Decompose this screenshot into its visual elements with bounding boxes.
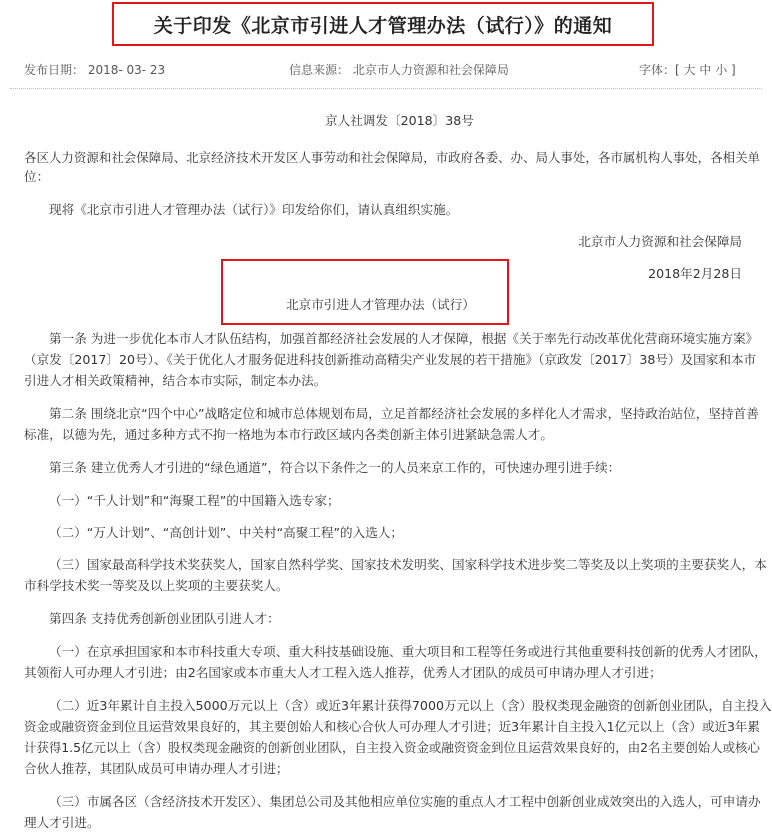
notice-text: 现将《北京市引进人才管理办法（试行）》印发给你们，请认真组织实施。	[49, 202, 459, 217]
article-line: 第三条 建立优秀人才引进的“绿色通道”，符合以下条件之一的人员来京工作的，可快速办理引进手续：	[49, 460, 621, 475]
article-line: 第一条 为进一步优化本市人才队伍结构，加强首都经济社会发展的人才保障，根据《关于率先行动改革优化营商环境实施方案》	[49, 331, 759, 346]
font-size-label: 字体：[	[639, 63, 680, 77]
article-line: （二）近3年累计自主投入5000万元以上（含）或近3年累计获得7000万元以上（含）股权类现金融资的创新创业团队，自主投入	[49, 698, 772, 713]
issue-date: 2018年2月28日	[648, 266, 742, 281]
article-line: （三）市属各区（含经济技术开发区）、集团总公司及其他相应单位实施的重点人才工程中创新创业成效突出的入选人，可申请办	[49, 794, 761, 809]
article-line: 计获得1.5亿元以上（含）股权类现金融资的创新创业团队，自主投入资金或融资资金到位且运营效果良好的，由2名主要创始人或核心	[24, 740, 760, 755]
font-size-switcher	[639, 61, 736, 78]
article-line: 标准，以德为先，通过多种方式不拘一格地为本市行政区域内各类创新主体引进紧缺急需人才。	[24, 427, 553, 442]
font-size-small-link[interactable]: 小	[715, 63, 728, 77]
article-line: （三）国家最高科学技术奖获奖人，国家自然科学奖、国家技术发明奖、国家科学技术进步奖二等奖及以上奖项的主要获奖人，本	[49, 557, 767, 572]
measures-title-highlight-box	[221, 259, 509, 325]
title-highlight-box	[112, 2, 654, 46]
page-title: 关于印发《北京市引进人才管理办法（试行）》的通知	[153, 14, 613, 37]
article-line: （一）“千人计划”和“海聚工程”的中国籍入选专家；	[49, 493, 340, 508]
meta-bar	[0, 61, 772, 79]
info-source: 信息来源： 北京市人力资源和社会保障局	[289, 63, 509, 77]
divider	[10, 88, 762, 89]
article-line: 市科学技术奖一等奖及以上奖项的主要获奖人。	[24, 578, 289, 593]
recipients-line: 各区人力资源和社会保障局、北京经济技术开发区人事劳动和社会保障局，市政府各委、办、局人事处，各市属机构人事处，各相关单	[24, 150, 761, 165]
measures-title: 北京市引进人才管理办法（试行）	[286, 297, 475, 312]
article-line: 引进人才相关政策精神，结合本市实际，制定本办法。	[24, 373, 327, 388]
font-size-large-link[interactable]: 大	[683, 63, 696, 77]
article-line: 第四条 支持优秀创新创业团队引进人才：	[49, 611, 280, 626]
article-line: （一）在京承担国家和本市科技重大专项、重大科技基础设施、重大项目和工程等任务或进行其他重要科技创新的优秀人才团队，	[49, 644, 767, 659]
recipients-line: 位：	[24, 169, 50, 184]
font-size-close: ]	[731, 63, 736, 77]
article-line: 理人才引进。	[24, 815, 100, 830]
article-line: 合伙人推荐，其团队成员可申请办理人才引进；	[24, 761, 289, 776]
article-line: （二）“万人计划”、“高创计划”、中关村“高聚工程”的入选人；	[49, 525, 403, 540]
article-line: （京发〔2017〕20号）、《关于优化人才服务促进科技创新推动高精尖产业发展的若干措施》（京政发〔2017〕38号）及国家和本市	[24, 352, 757, 367]
issuer: 北京市人力资源和社会保障局	[578, 234, 742, 249]
article-line: 第二条 围绕北京“四个中心”战略定位和城市总体规划布局，立足首都经济社会发展的多样化人才需求，坚持政治站位，坚持首善	[49, 406, 759, 421]
publish-date: 发布日期： 2018- 03- 23	[24, 63, 166, 77]
document-number: 京人社调发〔2018〕38号	[325, 113, 474, 128]
article-line: 资金或融资资金到位且运营效果良好的，其主要创始人和核心合伙人可办理人才引进；近3年累计自主投入1亿元以上（含）或近3年累	[24, 719, 760, 734]
font-size-medium-link[interactable]: 中	[699, 63, 712, 77]
article-line: 其领衔人可办理人才引进；由2名国家或本市重大人才工程入选人推荐，优秀人才团队的成员可申请办理人才引进；	[24, 665, 662, 680]
